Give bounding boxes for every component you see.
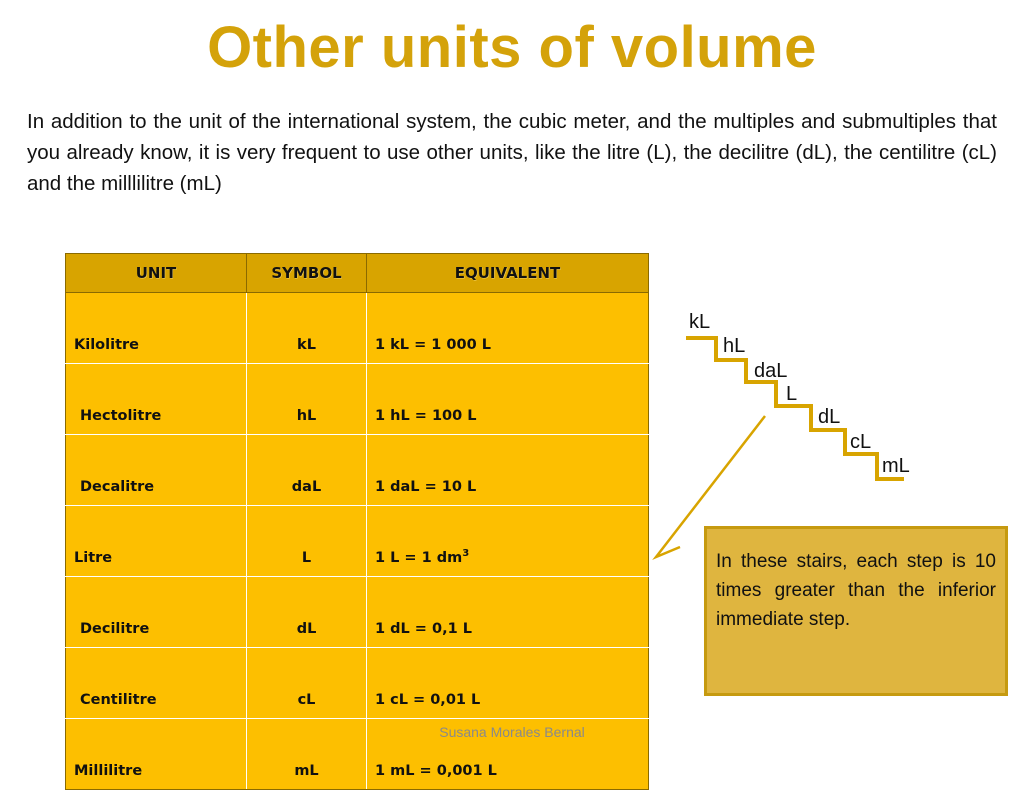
page-title: Other units of volume xyxy=(207,15,817,80)
unit-cell: Centilitre xyxy=(66,648,247,719)
header-equivalent: EQUIVALENT xyxy=(367,254,649,293)
unit-cell: Kilolitre xyxy=(66,293,247,364)
unit-cell: Millilitre xyxy=(66,719,247,790)
footer-author: Susana Morales Bernal xyxy=(439,724,585,740)
stair-label-ml: mL xyxy=(882,455,910,477)
stair-label-l: L xyxy=(786,383,798,405)
symbol-cell: hL xyxy=(247,364,367,435)
table-row xyxy=(66,577,649,648)
table-row xyxy=(66,364,649,435)
equivalent-cell: 1 mL = 0,001 L xyxy=(367,719,649,790)
symbol-cell: cL xyxy=(247,648,367,719)
unit-cell: Decilitre xyxy=(66,577,247,648)
stair-label-dl: dL xyxy=(818,406,841,428)
cubic-superscript: 3 xyxy=(462,548,470,560)
symbol-cell: L xyxy=(247,506,367,577)
table-row xyxy=(66,293,649,364)
equivalent-cell: 1 daL = 10 L xyxy=(367,435,649,506)
stairs-line xyxy=(686,338,904,479)
stairs-note: In these stairs, each step is 10 times greater than the inferior immediate step. xyxy=(704,526,1008,696)
stair-label-cl: cL xyxy=(850,431,872,453)
symbol-cell: dL xyxy=(247,577,367,648)
table-row xyxy=(66,435,649,506)
stair-label-kl: kL xyxy=(689,311,711,333)
symbol-cell: kL xyxy=(247,293,367,364)
stair-label-hl: hL xyxy=(723,335,746,357)
unit-cell: Litre xyxy=(66,506,247,577)
stair-label-dal: daL xyxy=(754,360,788,382)
equivalent-cell: 1 kL = 1 000 L xyxy=(367,293,649,364)
symbol-cell: daL xyxy=(247,435,367,506)
table-row xyxy=(66,648,649,719)
equivalent-cell: 1 dL = 0,1 L xyxy=(367,577,649,648)
intro-paragraph: In addition to the unit of the international system, the cubic meter, and the multiples and submultiples that you already know, it is very frequent to use other units, like the litre (L), the decilitre (dL), the centilitre (cL) and the milllilitre (mL) xyxy=(27,110,997,195)
table-header-row xyxy=(66,254,649,293)
units-table xyxy=(65,253,649,790)
header-symbol: SYMBOL xyxy=(247,254,367,293)
equivalent-text: 1 L = 1 dm xyxy=(375,550,463,566)
unit-cell: Decalitre xyxy=(66,435,247,506)
symbol-cell: mL xyxy=(247,719,367,790)
equivalent-cell: 1 cL = 0,01 L xyxy=(367,648,649,719)
equivalent-cell: 1 hL = 100 L xyxy=(367,364,649,435)
equivalent-cell xyxy=(367,506,649,577)
unit-cell: Hectolitre xyxy=(66,364,247,435)
header-unit: UNIT xyxy=(66,254,247,293)
table-row xyxy=(66,506,649,577)
